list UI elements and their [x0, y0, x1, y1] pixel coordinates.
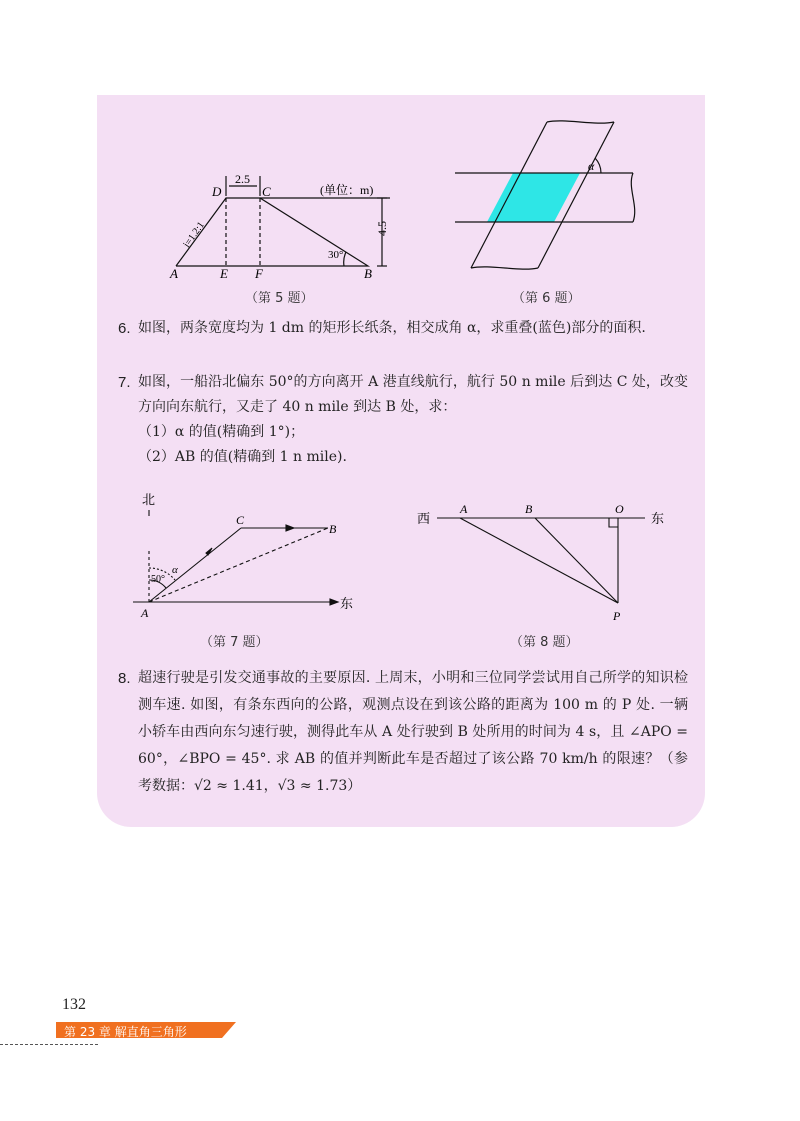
- problem-8-text: 超速行驶是引发交通事故的主要原因. 上周末，小明和三位同学尝试用自己所学的知识检测车速. 如图，有条东西向的公路，观测点设在到该公路的距离为 100 m 的 P 处. 一辆小轿车由西向东匀速行驶，测得此车从 A 处行驶到 B 处所用的时间为 4 s，且 ∠APO = 60°，∠BPO = 45°. 求 AB 的值并判断此车是否超过了该公路 70 km/h 的限速？（参考数据：√2 ≈ 1.41，√3 ≈ 1.73）: [138, 670, 688, 794]
- problem-6: [118, 316, 688, 341]
- fig5-unit: (单位：m): [320, 183, 374, 197]
- fig7-angle: 50°: [151, 574, 165, 585]
- problem-7: [118, 370, 688, 470]
- figure-5-trapezoid: [160, 170, 400, 280]
- fig6-caption: （第 6 题）: [512, 291, 581, 306]
- problem-6-text: 如图，两条宽度均为 1 dm 的矩形长纸条，相交成角 α，求重叠(蓝色)部分的面积.: [138, 320, 646, 336]
- fig7-caption: （第 7 题）: [200, 635, 269, 650]
- problem-7-text: 如图，一船沿北偏东 50°的方向离开 A 港直线航行，航行 50 n mile 后到达 C 处，改变方向向东航行，又走了 40 n mile 到达 B 处，求：: [138, 374, 688, 415]
- fig5-label-B: B: [364, 266, 372, 280]
- fig7-label-B: B: [329, 522, 337, 536]
- fig8-caption: （第 8 题）: [510, 635, 579, 650]
- fig7-label-A: A: [141, 606, 149, 620]
- fig5-label-A: A: [170, 266, 178, 280]
- problem-6-number: 6.: [118, 320, 131, 337]
- figure-8-road: [415, 500, 685, 630]
- problem-7-number: 7.: [118, 374, 131, 391]
- fig5-height: 4.5: [375, 221, 389, 236]
- fig8-label-P: P: [613, 609, 621, 623]
- problem-8-number: 8.: [118, 670, 131, 687]
- fig8-west: 西: [417, 511, 431, 526]
- fig5-angle: 30°: [328, 249, 344, 261]
- problem-7-sub2: （2）AB 的值(精确到 1 n mile).: [138, 449, 347, 465]
- fig5-label-C: C: [262, 184, 271, 199]
- footer-divider: [0, 1044, 98, 1045]
- fig6-alpha: α: [588, 159, 595, 173]
- figure-6-strips: [455, 118, 640, 273]
- fig8-east: 东: [651, 511, 665, 526]
- figure-7-navigation: [128, 490, 358, 625]
- page-number: 132: [62, 996, 86, 1013]
- fig7-alpha: α: [172, 564, 178, 576]
- problem-7-sub1: （1）α 的值(精确到 1°)；: [138, 424, 305, 440]
- fig7-east: 东: [340, 596, 354, 611]
- fig8-label-A: A: [460, 502, 468, 516]
- fig5-caption: （第 5 题）: [245, 291, 314, 306]
- fig7-label-C: C: [236, 513, 245, 527]
- fig7-north: 北: [142, 492, 156, 507]
- fig5-label-D: D: [212, 184, 222, 199]
- fig5-top-width: 2.5: [235, 172, 250, 186]
- chapter-title: 第 23 章 解直角三角形: [64, 1025, 187, 1039]
- fig8-label-O: O: [615, 502, 624, 516]
- fig8-label-B: B: [525, 502, 533, 516]
- problem-8: [118, 665, 688, 800]
- fig5-slope: i=1.2:1: [181, 219, 207, 250]
- fig5-label-E: E: [220, 266, 228, 280]
- fig5-label-F: F: [255, 266, 263, 280]
